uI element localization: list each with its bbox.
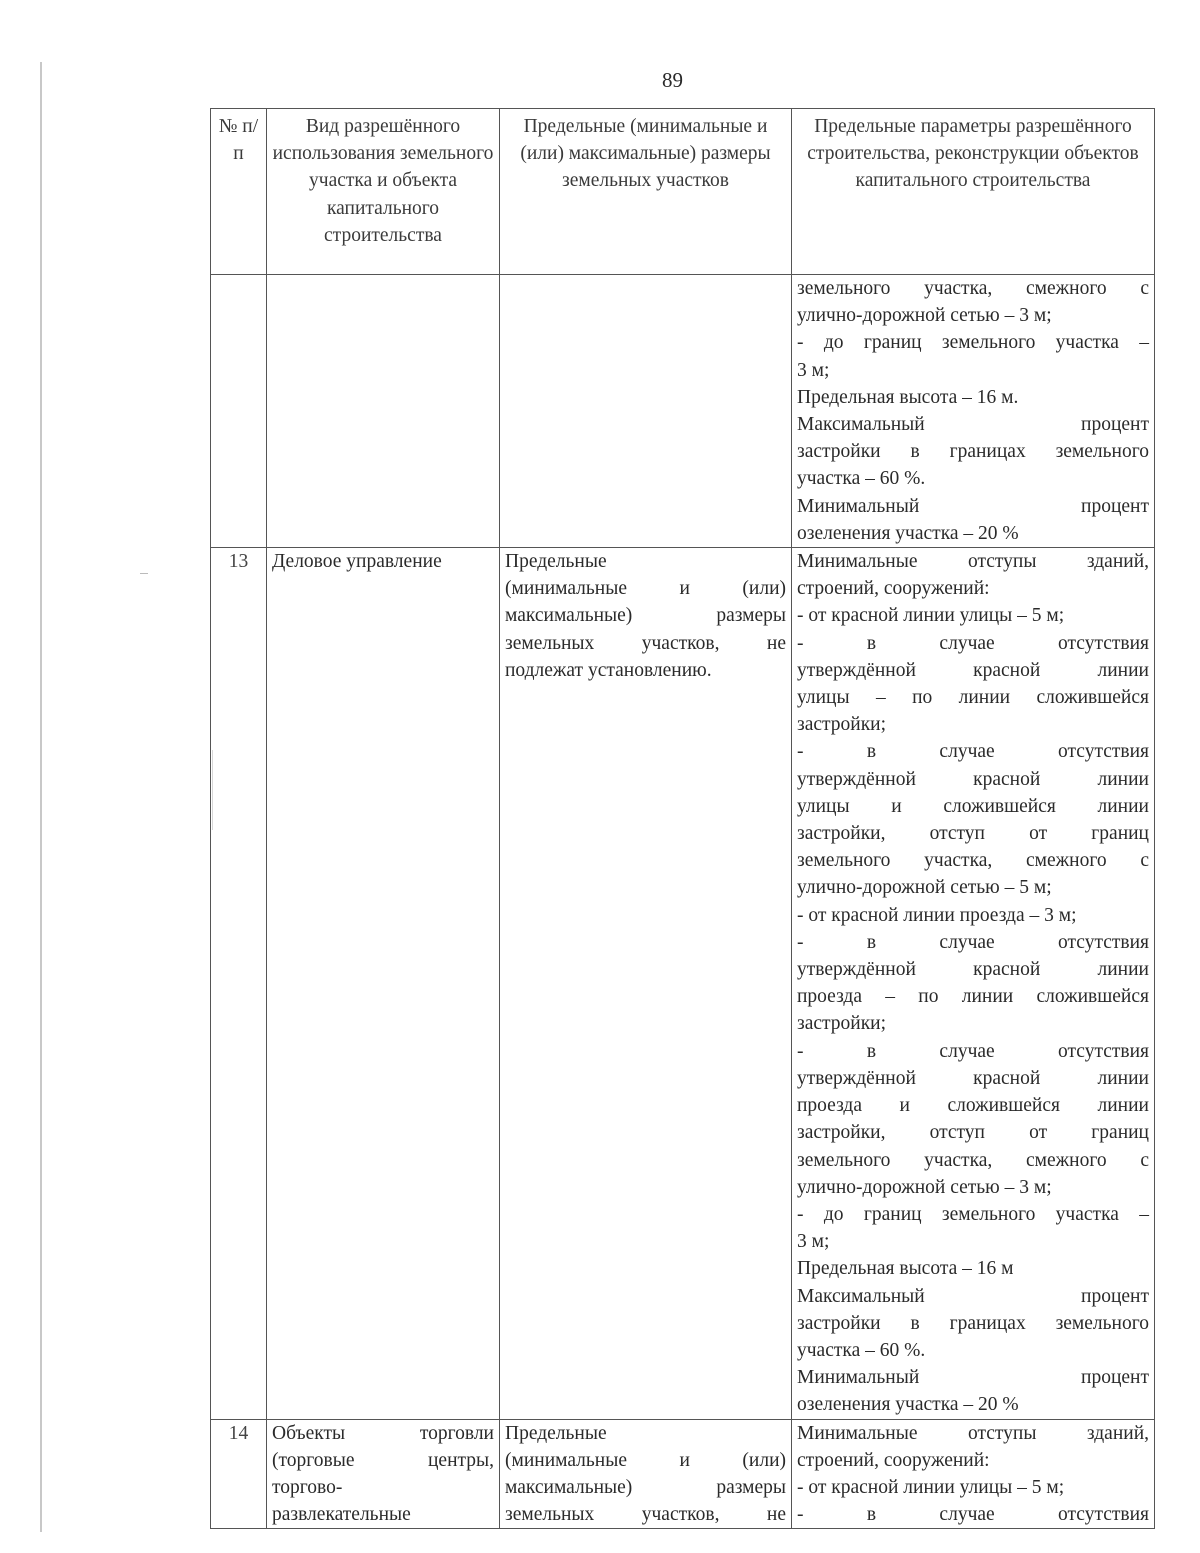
scan-artifact-dash bbox=[140, 573, 148, 574]
text-line: улицы – по линии сложившейся bbox=[797, 687, 1149, 709]
text-line: Объекты торговли bbox=[272, 1422, 494, 1444]
text-line: Предельные bbox=[505, 1422, 607, 1444]
text-line: Минимальные отступы зданий, bbox=[797, 551, 1149, 573]
table-header-row bbox=[211, 109, 1155, 275]
text-line: улично-дорожной сетью – 5 м; bbox=[797, 877, 1052, 899]
text-line: застройки; bbox=[797, 714, 887, 736]
text-line: - до границ земельного участка – bbox=[797, 1203, 1149, 1225]
text-line: проезда – по линии сложившейся bbox=[797, 986, 1149, 1008]
row-build-params bbox=[792, 275, 1155, 548]
text-line: - в случае отсутствия bbox=[797, 632, 1149, 654]
row-plot-sizes bbox=[500, 548, 792, 1420]
text-line: утверждённой красной линии bbox=[797, 959, 1149, 981]
text-line: торгово- bbox=[272, 1476, 343, 1498]
text-line: застройки в границах земельного bbox=[797, 1312, 1149, 1334]
text-line: - в случае отсутствия bbox=[797, 931, 1149, 953]
row-build-params bbox=[792, 548, 1155, 1420]
text-line: 3 м; bbox=[797, 1231, 830, 1253]
text-line: застройки, отступ от границ bbox=[797, 1122, 1149, 1144]
table-row bbox=[211, 1419, 1155, 1529]
text-line: Максимальный процент bbox=[797, 414, 1149, 436]
header-plot-sizes: Предельные (минимальные и (или) максимальные) размеры земельных участков bbox=[500, 109, 792, 275]
text-line: утверждённой красной линии bbox=[797, 659, 1149, 681]
text-line: (минимальные и (или) bbox=[505, 578, 786, 600]
text-line: утверждённой красной линии bbox=[797, 768, 1149, 790]
text-line: застройки, отступ от границ bbox=[797, 823, 1149, 845]
text-line: подлежат установлению. bbox=[505, 659, 712, 681]
text-line: развлекательные bbox=[272, 1504, 411, 1526]
table-row bbox=[211, 275, 1155, 548]
text-line: Предельные bbox=[505, 551, 607, 573]
text-line: (торговые центры, bbox=[272, 1449, 494, 1471]
row-num: 14 bbox=[211, 1419, 267, 1529]
text-line: Минимальные отступы зданий, bbox=[797, 1422, 1149, 1444]
text-line: - от красной линии проезда – 3 м; bbox=[797, 904, 1077, 926]
text-line: - в случае отсутствия bbox=[797, 741, 1149, 763]
row-num: 13 bbox=[211, 548, 267, 1420]
text-line: максимальные) размеры bbox=[505, 1476, 786, 1498]
text-line: (минимальные и (или) bbox=[505, 1449, 786, 1471]
row-num bbox=[211, 275, 267, 548]
row-use-type: Деловое управление bbox=[267, 548, 500, 1420]
row-use-type bbox=[267, 275, 500, 548]
header-use-type: Вид разрешённого использования земельного участка и объекта капитального строительства bbox=[267, 109, 500, 275]
text-line: озеленения участка – 20 % bbox=[797, 522, 1019, 544]
text-line: Минимальный процент bbox=[797, 1367, 1149, 1389]
text-line: - от красной линии улицы – 5 м; bbox=[797, 605, 1065, 627]
row-use-type bbox=[267, 1419, 500, 1529]
text-line: земельных участков, не bbox=[505, 1504, 786, 1526]
text-line: - в случае отсутствия bbox=[797, 1504, 1149, 1526]
text-line: - в случае отсутствия bbox=[797, 1040, 1149, 1062]
row-plot-sizes bbox=[500, 1419, 792, 1529]
table-row bbox=[211, 548, 1155, 1420]
text-line: - от красной линии улицы – 5 м; bbox=[797, 1476, 1065, 1498]
text-line: Предельная высота – 16 м. bbox=[797, 386, 1019, 408]
text-line: проезда и сложившейся линии bbox=[797, 1095, 1149, 1117]
header-build-params: Предельные параметры разрешённого строительства, реконструкции объектов капитального строительства bbox=[792, 109, 1155, 275]
text-line: строений, сооружений: bbox=[797, 1449, 990, 1471]
text-line: Предельная высота – 16 м bbox=[797, 1258, 1014, 1280]
row-plot-sizes bbox=[500, 275, 792, 548]
text-line: Минимальный процент bbox=[797, 495, 1149, 517]
text-line: улично-дорожной сетью – 3 м; bbox=[797, 305, 1052, 327]
text-line: земельных участков, не bbox=[505, 632, 786, 654]
text-line: земельного участка, смежного с bbox=[797, 278, 1149, 299]
text-line: озеленения участка – 20 % bbox=[797, 1394, 1019, 1416]
text-line: максимальные) размеры bbox=[505, 605, 786, 627]
page-number: 89 bbox=[662, 68, 683, 92]
row-build-params bbox=[792, 1419, 1155, 1529]
text-line: Максимальный процент bbox=[797, 1285, 1149, 1307]
text-line: утверждённой красной линии bbox=[797, 1067, 1149, 1089]
header-num: № п/п bbox=[211, 109, 267, 275]
text-line: улично-дорожной сетью – 3 м; bbox=[797, 1176, 1052, 1198]
scan-margin-line bbox=[40, 62, 42, 1532]
text-line: застройки в границах земельного bbox=[797, 441, 1149, 463]
text-line: участка – 60 %. bbox=[797, 468, 926, 490]
zoning-table bbox=[210, 108, 1155, 1529]
text-line: - до границ земельного участка – bbox=[797, 332, 1149, 354]
text-line: 3 м; bbox=[797, 359, 830, 381]
text-line: улицы и сложившейся линии bbox=[797, 795, 1149, 817]
text-line: строений, сооружений: bbox=[797, 578, 990, 600]
text-line: земельного участка, смежного с bbox=[797, 1149, 1149, 1171]
text-line: застройки; bbox=[797, 1013, 887, 1035]
text-line: земельного участка, смежного с bbox=[797, 850, 1149, 872]
text-line: участка – 60 %. bbox=[797, 1339, 926, 1361]
